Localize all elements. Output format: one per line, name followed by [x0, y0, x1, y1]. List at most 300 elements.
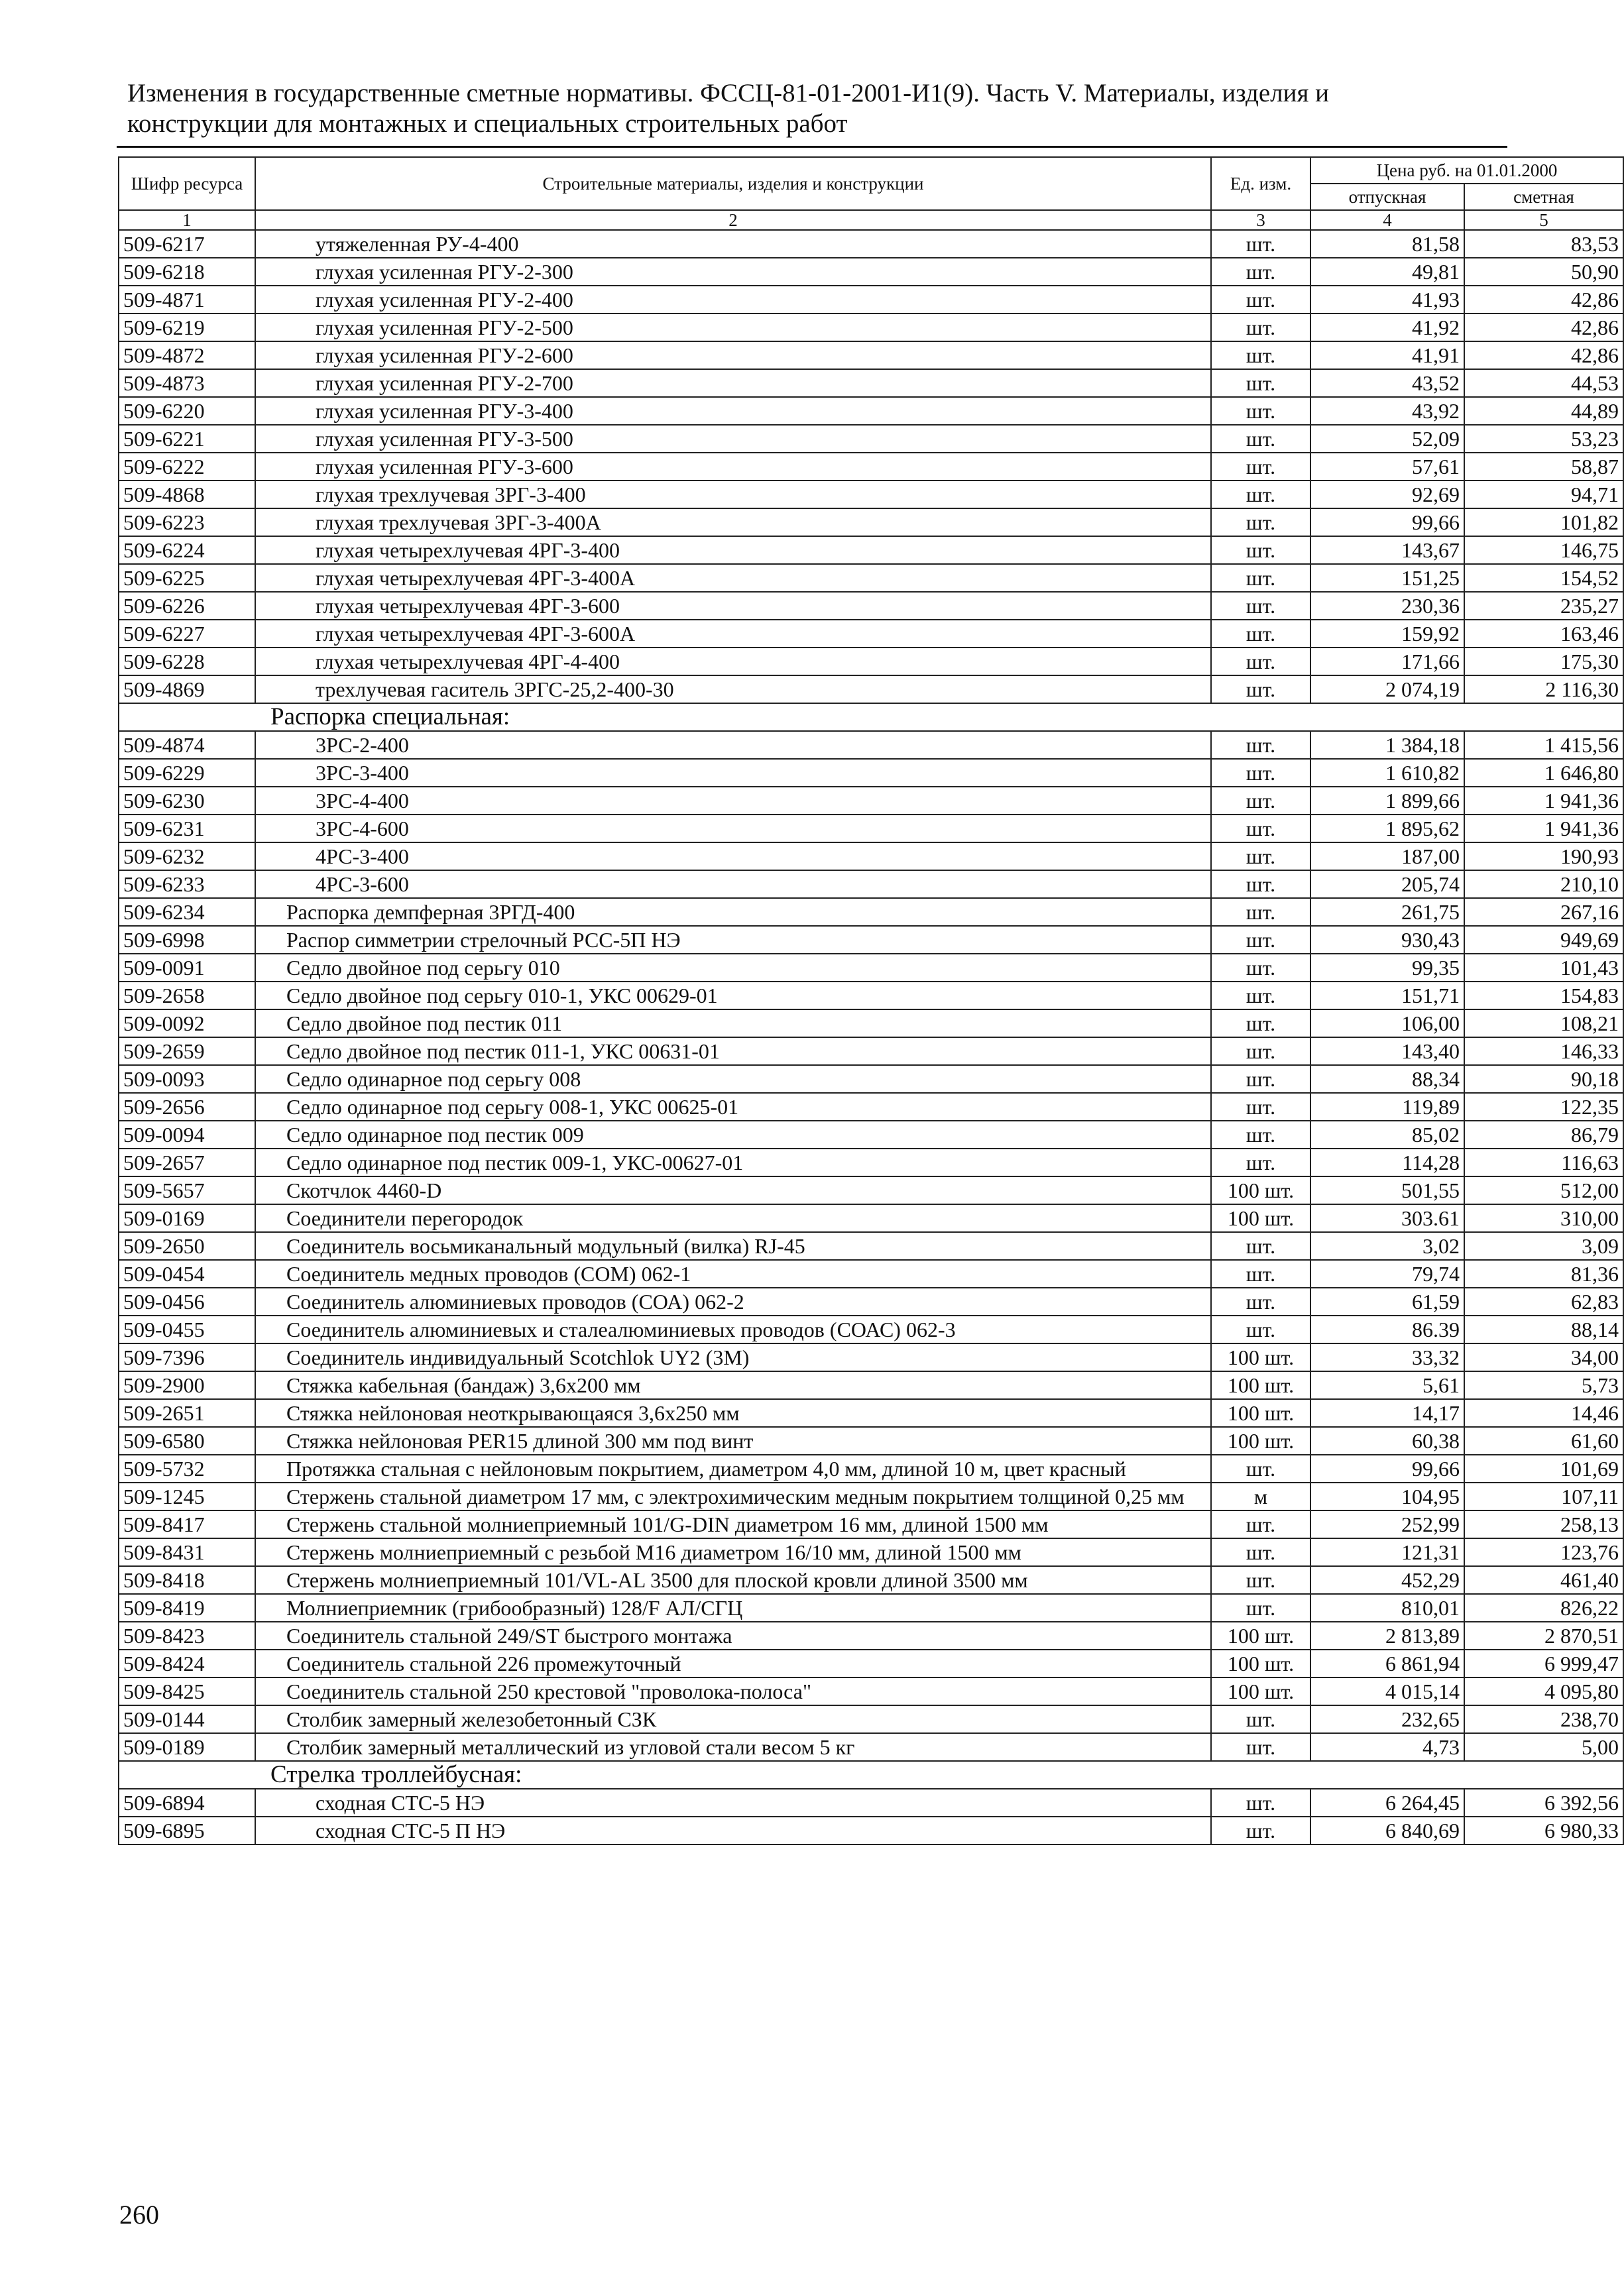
table-row [119, 870, 1623, 898]
cell-name: 3РС-3-400 [255, 759, 1211, 787]
cell-name: глухая усиленная РГУ-2-400 [255, 286, 1211, 313]
table-row [119, 1176, 1623, 1204]
cell-unit: шт. [1211, 313, 1310, 341]
cell-code: 509-8425 [119, 1677, 255, 1705]
cell-release-price: 14,17 [1310, 1399, 1464, 1427]
cell-code: 509-0169 [119, 1204, 255, 1232]
cell-name: Соединитель стальной 226 промежуточный [255, 1650, 1211, 1677]
cell-unit: шт. [1211, 870, 1310, 898]
table-row [119, 508, 1623, 536]
cell-unit: шт. [1211, 1817, 1310, 1844]
cell-release-price: 2 074,19 [1310, 675, 1464, 703]
cell-code: 509-6894 [119, 1789, 255, 1817]
cell-release-price: 85,02 [1310, 1121, 1464, 1149]
cell-code: 509-1245 [119, 1483, 255, 1510]
cell-code: 509-2657 [119, 1149, 255, 1176]
cell-code: 509-6226 [119, 592, 255, 620]
cell-estimate-price: 44,53 [1464, 369, 1623, 397]
cell-release-price: 151,25 [1310, 564, 1464, 592]
cell-name: 4РС-3-600 [255, 870, 1211, 898]
cell-name: Соединитель алюминиевых и сталеалюминиевых проводов (СОАС) 062-3 [255, 1316, 1211, 1343]
cell-estimate-price: 94,71 [1464, 481, 1623, 508]
cell-code: 509-6221 [119, 425, 255, 453]
cell-name: Соединитель индивидуальный Scotchlok UY2 (3M) [255, 1343, 1211, 1371]
table-row [119, 898, 1623, 926]
cell-unit: шт. [1211, 397, 1310, 425]
cell-name: сходная СТС-5 П НЭ [255, 1817, 1211, 1844]
cell-estimate-price: 310,00 [1464, 1204, 1623, 1232]
table-row [119, 1288, 1623, 1316]
cell-unit: шт. [1211, 1093, 1310, 1121]
cell-code: 509-6224 [119, 536, 255, 564]
cell-name: Распорка демпферная 3РГД-400 [255, 898, 1211, 926]
cell-release-price: 33,32 [1310, 1343, 1464, 1371]
cell-code: 509-0456 [119, 1288, 255, 1316]
cell-estimate-price: 154,83 [1464, 982, 1623, 1009]
cell-unit: шт. [1211, 648, 1310, 675]
table-row [119, 759, 1623, 787]
column-header-release-price: отпускная [1310, 184, 1464, 210]
cell-release-price: 57,61 [1310, 453, 1464, 481]
cell-release-price: 1 899,66 [1310, 787, 1464, 815]
cell-code: 509-4873 [119, 369, 255, 397]
cell-name: глухая усиленная РГУ-2-300 [255, 258, 1211, 286]
cell-unit: 100 шт. [1211, 1622, 1310, 1650]
cell-name: Протяжка стальная с нейлоновым покрытием, диаметром 4,0 мм, длиной 10 м, цвет красный [255, 1455, 1211, 1483]
cell-name: глухая четырехлучевая 4РГ-3-400 [255, 536, 1211, 564]
cell-release-price: 119,89 [1310, 1093, 1464, 1121]
cell-name: Соединители перегородок [255, 1204, 1211, 1232]
cell-unit: шт. [1211, 926, 1310, 954]
cell-unit: 100 шт. [1211, 1427, 1310, 1455]
table-row [119, 648, 1623, 675]
table-row [119, 1009, 1623, 1037]
cell-release-price: 49,81 [1310, 258, 1464, 286]
cell-name: глухая усиленная РГУ-3-600 [255, 453, 1211, 481]
cell-unit: шт. [1211, 1121, 1310, 1149]
cell-release-price: 6 861,94 [1310, 1650, 1464, 1677]
table-row [119, 536, 1623, 564]
cell-code: 509-0144 [119, 1705, 255, 1733]
cell-name: Стержень стальной диаметром 17 мм, с электрохимическим медным покрытием толщиной 0,25 мм [255, 1483, 1211, 1510]
table-row [119, 1093, 1623, 1121]
cell-unit: 100 шт. [1211, 1176, 1310, 1204]
cell-code: 509-0189 [119, 1733, 255, 1761]
cell-name: Стержень стальной молниеприемный 101/G-DIN диаметром 16 мм, длиной 1500 мм [255, 1510, 1211, 1538]
cell-release-price: 810,01 [1310, 1594, 1464, 1622]
cell-name: Столбик замерный железобетонный СЗК [255, 1705, 1211, 1733]
cell-release-price: 303.61 [1310, 1204, 1464, 1232]
table-row [119, 1566, 1623, 1594]
title-line-1: Изменения в государственные сметные нормативы. ФССЦ-81-01-2001-И1(9). Часть V. Материалы, изделия и [127, 79, 1330, 107]
cell-code: 509-2656 [119, 1093, 255, 1121]
cell-estimate-price: 175,30 [1464, 648, 1623, 675]
cell-unit: шт. [1211, 1789, 1310, 1817]
cell-name: Молниеприемник (грибообразный) 128/F АЛ/СГЦ [255, 1594, 1211, 1622]
cell-release-price: 252,99 [1310, 1510, 1464, 1538]
cell-code: 509-6998 [119, 926, 255, 954]
cell-estimate-price: 6 392,56 [1464, 1789, 1623, 1817]
cell-unit: шт. [1211, 1037, 1310, 1065]
cell-release-price: 452,29 [1310, 1566, 1464, 1594]
cell-unit: шт. [1211, 1705, 1310, 1733]
cell-unit: шт. [1211, 592, 1310, 620]
cell-release-price: 3,02 [1310, 1232, 1464, 1260]
cell-estimate-price: 3,09 [1464, 1232, 1623, 1260]
cell-code: 509-8417 [119, 1510, 255, 1538]
cell-estimate-price: 101,43 [1464, 954, 1623, 982]
cell-name: 3РС-4-600 [255, 815, 1211, 842]
table-row [119, 1817, 1623, 1844]
cell-name: сходная СТС-5 НЭ [255, 1789, 1211, 1817]
cell-unit: 100 шт. [1211, 1204, 1310, 1232]
table-row [119, 1594, 1623, 1622]
cell-estimate-price: 1 415,56 [1464, 731, 1623, 759]
cell-name: Соединитель стальной 249/ST быстрого монтажа [255, 1622, 1211, 1650]
cell-estimate-price: 512,00 [1464, 1176, 1623, 1204]
table-row [119, 787, 1623, 815]
table-row [119, 926, 1623, 954]
cell-name: Седло двойное под пестик 011-1, УКС 00631-01 [255, 1037, 1211, 1065]
cell-name: 3РС-2-400 [255, 731, 1211, 759]
cell-release-price: 99,35 [1310, 954, 1464, 982]
cell-name: Стяжка нейлоновая PER15 длиной 300 мм под винт [255, 1427, 1211, 1455]
cell-code: 509-6227 [119, 620, 255, 648]
cell-unit: шт. [1211, 731, 1310, 759]
table-row [119, 286, 1623, 313]
table-row [119, 369, 1623, 397]
column-header-price-group: Цена руб. на 01.01.2000 [1310, 157, 1623, 184]
column-header-estimate-price: сметная [1464, 184, 1623, 210]
cell-release-price: 81,58 [1310, 230, 1464, 258]
cell-estimate-price: 58,87 [1464, 453, 1623, 481]
cell-estimate-price: 2 116,30 [1464, 675, 1623, 703]
cell-estimate-price: 42,86 [1464, 313, 1623, 341]
cell-estimate-price: 42,86 [1464, 341, 1623, 369]
table-row [119, 592, 1623, 620]
cell-unit: шт. [1211, 1733, 1310, 1761]
page-title [127, 78, 1506, 139]
cell-release-price: 143,40 [1310, 1037, 1464, 1065]
cell-unit: шт. [1211, 1455, 1310, 1483]
cell-name: глухая усиленная РГУ-2-700 [255, 369, 1211, 397]
column-number-row [119, 210, 1623, 230]
cell-estimate-price: 267,16 [1464, 898, 1623, 926]
cell-unit: шт. [1211, 1510, 1310, 1538]
cell-code: 509-6219 [119, 313, 255, 341]
cell-unit: шт. [1211, 1538, 1310, 1566]
table-row [119, 1650, 1623, 1677]
cell-code: 509-2659 [119, 1037, 255, 1065]
cell-estimate-price: 1 941,36 [1464, 815, 1623, 842]
table-row [119, 620, 1623, 648]
cell-release-price: 88,34 [1310, 1065, 1464, 1093]
cell-name: утяжеленная РУ-4-400 [255, 230, 1211, 258]
cell-code: 509-0454 [119, 1260, 255, 1288]
cell-estimate-price: 146,75 [1464, 536, 1623, 564]
cell-estimate-price: 123,76 [1464, 1538, 1623, 1566]
cell-name: глухая трехлучевая 3РГ-3-400А [255, 508, 1211, 536]
cell-estimate-price: 163,46 [1464, 620, 1623, 648]
cell-code: 509-4871 [119, 286, 255, 313]
cell-estimate-price: 53,23 [1464, 425, 1623, 453]
cell-estimate-price: 14,46 [1464, 1399, 1623, 1427]
cell-unit: шт. [1211, 815, 1310, 842]
cell-release-price: 99,66 [1310, 1455, 1464, 1483]
cell-code: 509-4869 [119, 675, 255, 703]
cell-estimate-price: 83,53 [1464, 230, 1623, 258]
cell-release-price: 41,93 [1310, 286, 1464, 313]
cell-estimate-price: 826,22 [1464, 1594, 1623, 1622]
cell-code: 509-6229 [119, 759, 255, 787]
table-row [119, 1427, 1623, 1455]
cell-name: Соединитель алюминиевых проводов (СОА) 062-2 [255, 1288, 1211, 1316]
cell-estimate-price: 1 941,36 [1464, 787, 1623, 815]
table-row [119, 1149, 1623, 1176]
cell-release-price: 1 384,18 [1310, 731, 1464, 759]
column-number: 1 [119, 210, 255, 230]
cell-estimate-price: 122,35 [1464, 1093, 1623, 1121]
table-row [119, 397, 1623, 425]
cell-release-price: 79,74 [1310, 1260, 1464, 1288]
header-row [119, 157, 1623, 184]
cell-name: глухая усиленная РГУ-3-400 [255, 397, 1211, 425]
cell-estimate-price: 61,60 [1464, 1427, 1623, 1455]
cell-name: Седло одинарное под пестик 009 [255, 1121, 1211, 1149]
cell-unit: шт. [1211, 425, 1310, 453]
cell-code: 509-6895 [119, 1817, 255, 1844]
cell-code: 509-6218 [119, 258, 255, 286]
table-row [119, 842, 1623, 870]
table-row [119, 1510, 1623, 1538]
cell-code: 509-6222 [119, 453, 255, 481]
cell-release-price: 143,67 [1310, 536, 1464, 564]
cell-name: Стяжка нейлоновая неоткрывающаяся 3,6х250 мм [255, 1399, 1211, 1427]
table-row [119, 675, 1623, 703]
cell-unit: м [1211, 1483, 1310, 1510]
table-row [119, 313, 1623, 341]
cell-estimate-price: 86,79 [1464, 1121, 1623, 1149]
cell-code: 509-2650 [119, 1232, 255, 1260]
cell-estimate-price: 235,27 [1464, 592, 1623, 620]
cell-release-price: 151,71 [1310, 982, 1464, 1009]
table-row [119, 453, 1623, 481]
table-row [119, 1789, 1623, 1817]
cell-code: 509-2900 [119, 1371, 255, 1399]
cell-unit: шт. [1211, 620, 1310, 648]
column-header-name: Строительные материалы, изделия и конструкции [255, 157, 1211, 210]
cell-estimate-price: 4 095,80 [1464, 1677, 1623, 1705]
cell-unit: шт. [1211, 453, 1310, 481]
cell-name: Соединитель восьмиканальный модульный (вилка) RJ-45 [255, 1232, 1211, 1260]
cell-release-price: 171,66 [1310, 648, 1464, 675]
cell-code: 509-6220 [119, 397, 255, 425]
table-row [119, 731, 1623, 759]
cell-release-price: 86.39 [1310, 1316, 1464, 1343]
cell-name: 3РС-4-400 [255, 787, 1211, 815]
table-row [119, 1483, 1623, 1510]
cell-unit: 100 шт. [1211, 1677, 1310, 1705]
cell-name: Соединитель стальной 250 крестовой "проволока-полоса" [255, 1677, 1211, 1705]
cell-name: Соединитель медных проводов (СОМ) 062-1 [255, 1260, 1211, 1288]
table-row [119, 1065, 1623, 1093]
cell-release-price: 61,59 [1310, 1288, 1464, 1316]
cell-code: 509-8431 [119, 1538, 255, 1566]
cell-name: Стержень молниеприемный 101/VL-AL 3500 для плоской кровли длиной 3500 мм [255, 1566, 1211, 1594]
cell-release-price: 92,69 [1310, 481, 1464, 508]
cell-release-price: 104,95 [1310, 1483, 1464, 1510]
cell-unit: 100 шт. [1211, 1343, 1310, 1371]
cell-name: Скотчлок 4460-D [255, 1176, 1211, 1204]
cell-release-price: 6 264,45 [1310, 1789, 1464, 1817]
cell-unit: шт. [1211, 369, 1310, 397]
table-row [119, 230, 1623, 258]
cell-code: 509-0091 [119, 954, 255, 982]
cell-release-price: 159,92 [1310, 620, 1464, 648]
cell-estimate-price: 50,90 [1464, 258, 1623, 286]
cell-estimate-price: 146,33 [1464, 1037, 1623, 1065]
section-row [119, 1761, 1623, 1789]
cell-unit: шт. [1211, 954, 1310, 982]
cell-code: 509-6580 [119, 1427, 255, 1455]
table-row [119, 1622, 1623, 1650]
cell-estimate-price: 44,89 [1464, 397, 1623, 425]
cell-code: 509-6231 [119, 815, 255, 842]
cell-release-price: 230,36 [1310, 592, 1464, 620]
table-row [119, 1399, 1623, 1427]
cell-unit: 100 шт. [1211, 1371, 1310, 1399]
cell-estimate-price: 5,73 [1464, 1371, 1623, 1399]
cell-code: 509-6232 [119, 842, 255, 870]
cell-release-price: 232,65 [1310, 1705, 1464, 1733]
table-row [119, 982, 1623, 1009]
column-number: 5 [1464, 210, 1623, 230]
table-row [119, 1538, 1623, 1566]
cell-unit: шт. [1211, 258, 1310, 286]
cell-unit: шт. [1211, 1065, 1310, 1093]
cell-estimate-price: 101,69 [1464, 1455, 1623, 1483]
cell-estimate-price: 210,10 [1464, 870, 1623, 898]
cell-release-price: 205,74 [1310, 870, 1464, 898]
cell-unit: шт. [1211, 1288, 1310, 1316]
cell-code: 509-5732 [119, 1455, 255, 1483]
cell-estimate-price: 5,00 [1464, 1733, 1623, 1761]
cell-release-price: 41,92 [1310, 313, 1464, 341]
cell-unit: шт. [1211, 564, 1310, 592]
table-row [119, 1316, 1623, 1343]
cell-code: 509-6225 [119, 564, 255, 592]
cell-name: Седло двойное под пестик 011 [255, 1009, 1211, 1037]
cell-code: 509-7396 [119, 1343, 255, 1371]
table-row [119, 954, 1623, 982]
cell-name: 4РС-3-400 [255, 842, 1211, 870]
cell-estimate-price: 62,83 [1464, 1288, 1623, 1316]
cell-release-price: 106,00 [1310, 1009, 1464, 1037]
cell-unit: шт. [1211, 675, 1310, 703]
cell-unit: шт. [1211, 1316, 1310, 1343]
cell-unit: шт. [1211, 1232, 1310, 1260]
cell-code: 509-5657 [119, 1176, 255, 1204]
price-table [118, 156, 1624, 1845]
cell-unit: шт. [1211, 898, 1310, 926]
title-line-2: конструкции для монтажных и специальных строительных работ [127, 109, 848, 138]
table-row [119, 1121, 1623, 1149]
cell-name: глухая четырехлучевая 4РГ-4-400 [255, 648, 1211, 675]
cell-code: 509-6223 [119, 508, 255, 536]
cell-name: Столбик замерный металлический из угловой стали весом 5 кг [255, 1733, 1211, 1761]
cell-release-price: 60,38 [1310, 1427, 1464, 1455]
cell-estimate-price: 949,69 [1464, 926, 1623, 954]
cell-estimate-price: 154,52 [1464, 564, 1623, 592]
cell-code: 509-4872 [119, 341, 255, 369]
cell-name: Стяжка кабельная (бандаж) 3,6х200 мм [255, 1371, 1211, 1399]
table-row [119, 258, 1623, 286]
cell-unit: шт. [1211, 842, 1310, 870]
cell-name: глухая трехлучевая 3РГ-3-400 [255, 481, 1211, 508]
column-header-code: Шифр ресурса [119, 157, 255, 210]
cell-estimate-price: 258,13 [1464, 1510, 1623, 1538]
cell-estimate-price: 190,93 [1464, 842, 1623, 870]
cell-release-price: 41,91 [1310, 341, 1464, 369]
cell-name: Седло двойное под серьгу 010-1, УКС 00629-01 [255, 982, 1211, 1009]
cell-release-price: 1 610,82 [1310, 759, 1464, 787]
cell-code: 509-8423 [119, 1622, 255, 1650]
column-number: 2 [255, 210, 1211, 230]
cell-estimate-price: 2 870,51 [1464, 1622, 1623, 1650]
table-row [119, 1037, 1623, 1065]
cell-code: 509-0093 [119, 1065, 255, 1093]
cell-unit: шт. [1211, 1566, 1310, 1594]
cell-name: Седло одинарное под серьгу 008-1, УКС 00625-01 [255, 1093, 1211, 1121]
cell-estimate-price: 6 999,47 [1464, 1650, 1623, 1677]
cell-code: 509-6217 [119, 230, 255, 258]
cell-estimate-price: 81,36 [1464, 1260, 1623, 1288]
cell-name: глухая четырехлучевая 4РГ-3-400А [255, 564, 1211, 592]
table-row [119, 1733, 1623, 1761]
cell-unit: 100 шт. [1211, 1650, 1310, 1677]
cell-code: 509-0092 [119, 1009, 255, 1037]
cell-code: 509-4874 [119, 731, 255, 759]
cell-unit: шт. [1211, 787, 1310, 815]
cell-unit: 100 шт. [1211, 1399, 1310, 1427]
cell-name: Стержень молниеприемный с резьбой М16 диаметром 16/10 мм, длиной 1500 мм [255, 1538, 1211, 1566]
cell-release-price: 99,66 [1310, 508, 1464, 536]
cell-code: 509-6233 [119, 870, 255, 898]
section-row [119, 703, 1623, 731]
table-row [119, 1455, 1623, 1483]
table-body [119, 230, 1623, 1844]
cell-release-price: 2 813,89 [1310, 1622, 1464, 1650]
cell-unit: шт. [1211, 1260, 1310, 1288]
cell-code: 509-8424 [119, 1650, 255, 1677]
cell-unit: шт. [1211, 982, 1310, 1009]
cell-code: 509-6234 [119, 898, 255, 926]
cell-estimate-price: 1 646,80 [1464, 759, 1623, 787]
cell-release-price: 6 840,69 [1310, 1817, 1464, 1844]
cell-code: 509-6228 [119, 648, 255, 675]
cell-estimate-price: 90,18 [1464, 1065, 1623, 1093]
cell-unit: шт. [1211, 536, 1310, 564]
cell-release-price: 930,43 [1310, 926, 1464, 954]
cell-name: глухая усиленная РГУ-2-500 [255, 313, 1211, 341]
cell-name: глухая усиленная РГУ-3-500 [255, 425, 1211, 453]
cell-release-price: 4,73 [1310, 1733, 1464, 1761]
table-row [119, 1371, 1623, 1399]
cell-name: глухая усиленная РГУ-2-600 [255, 341, 1211, 369]
cell-code: 509-6230 [119, 787, 255, 815]
table-row [119, 481, 1623, 508]
cell-release-price: 261,75 [1310, 898, 1464, 926]
